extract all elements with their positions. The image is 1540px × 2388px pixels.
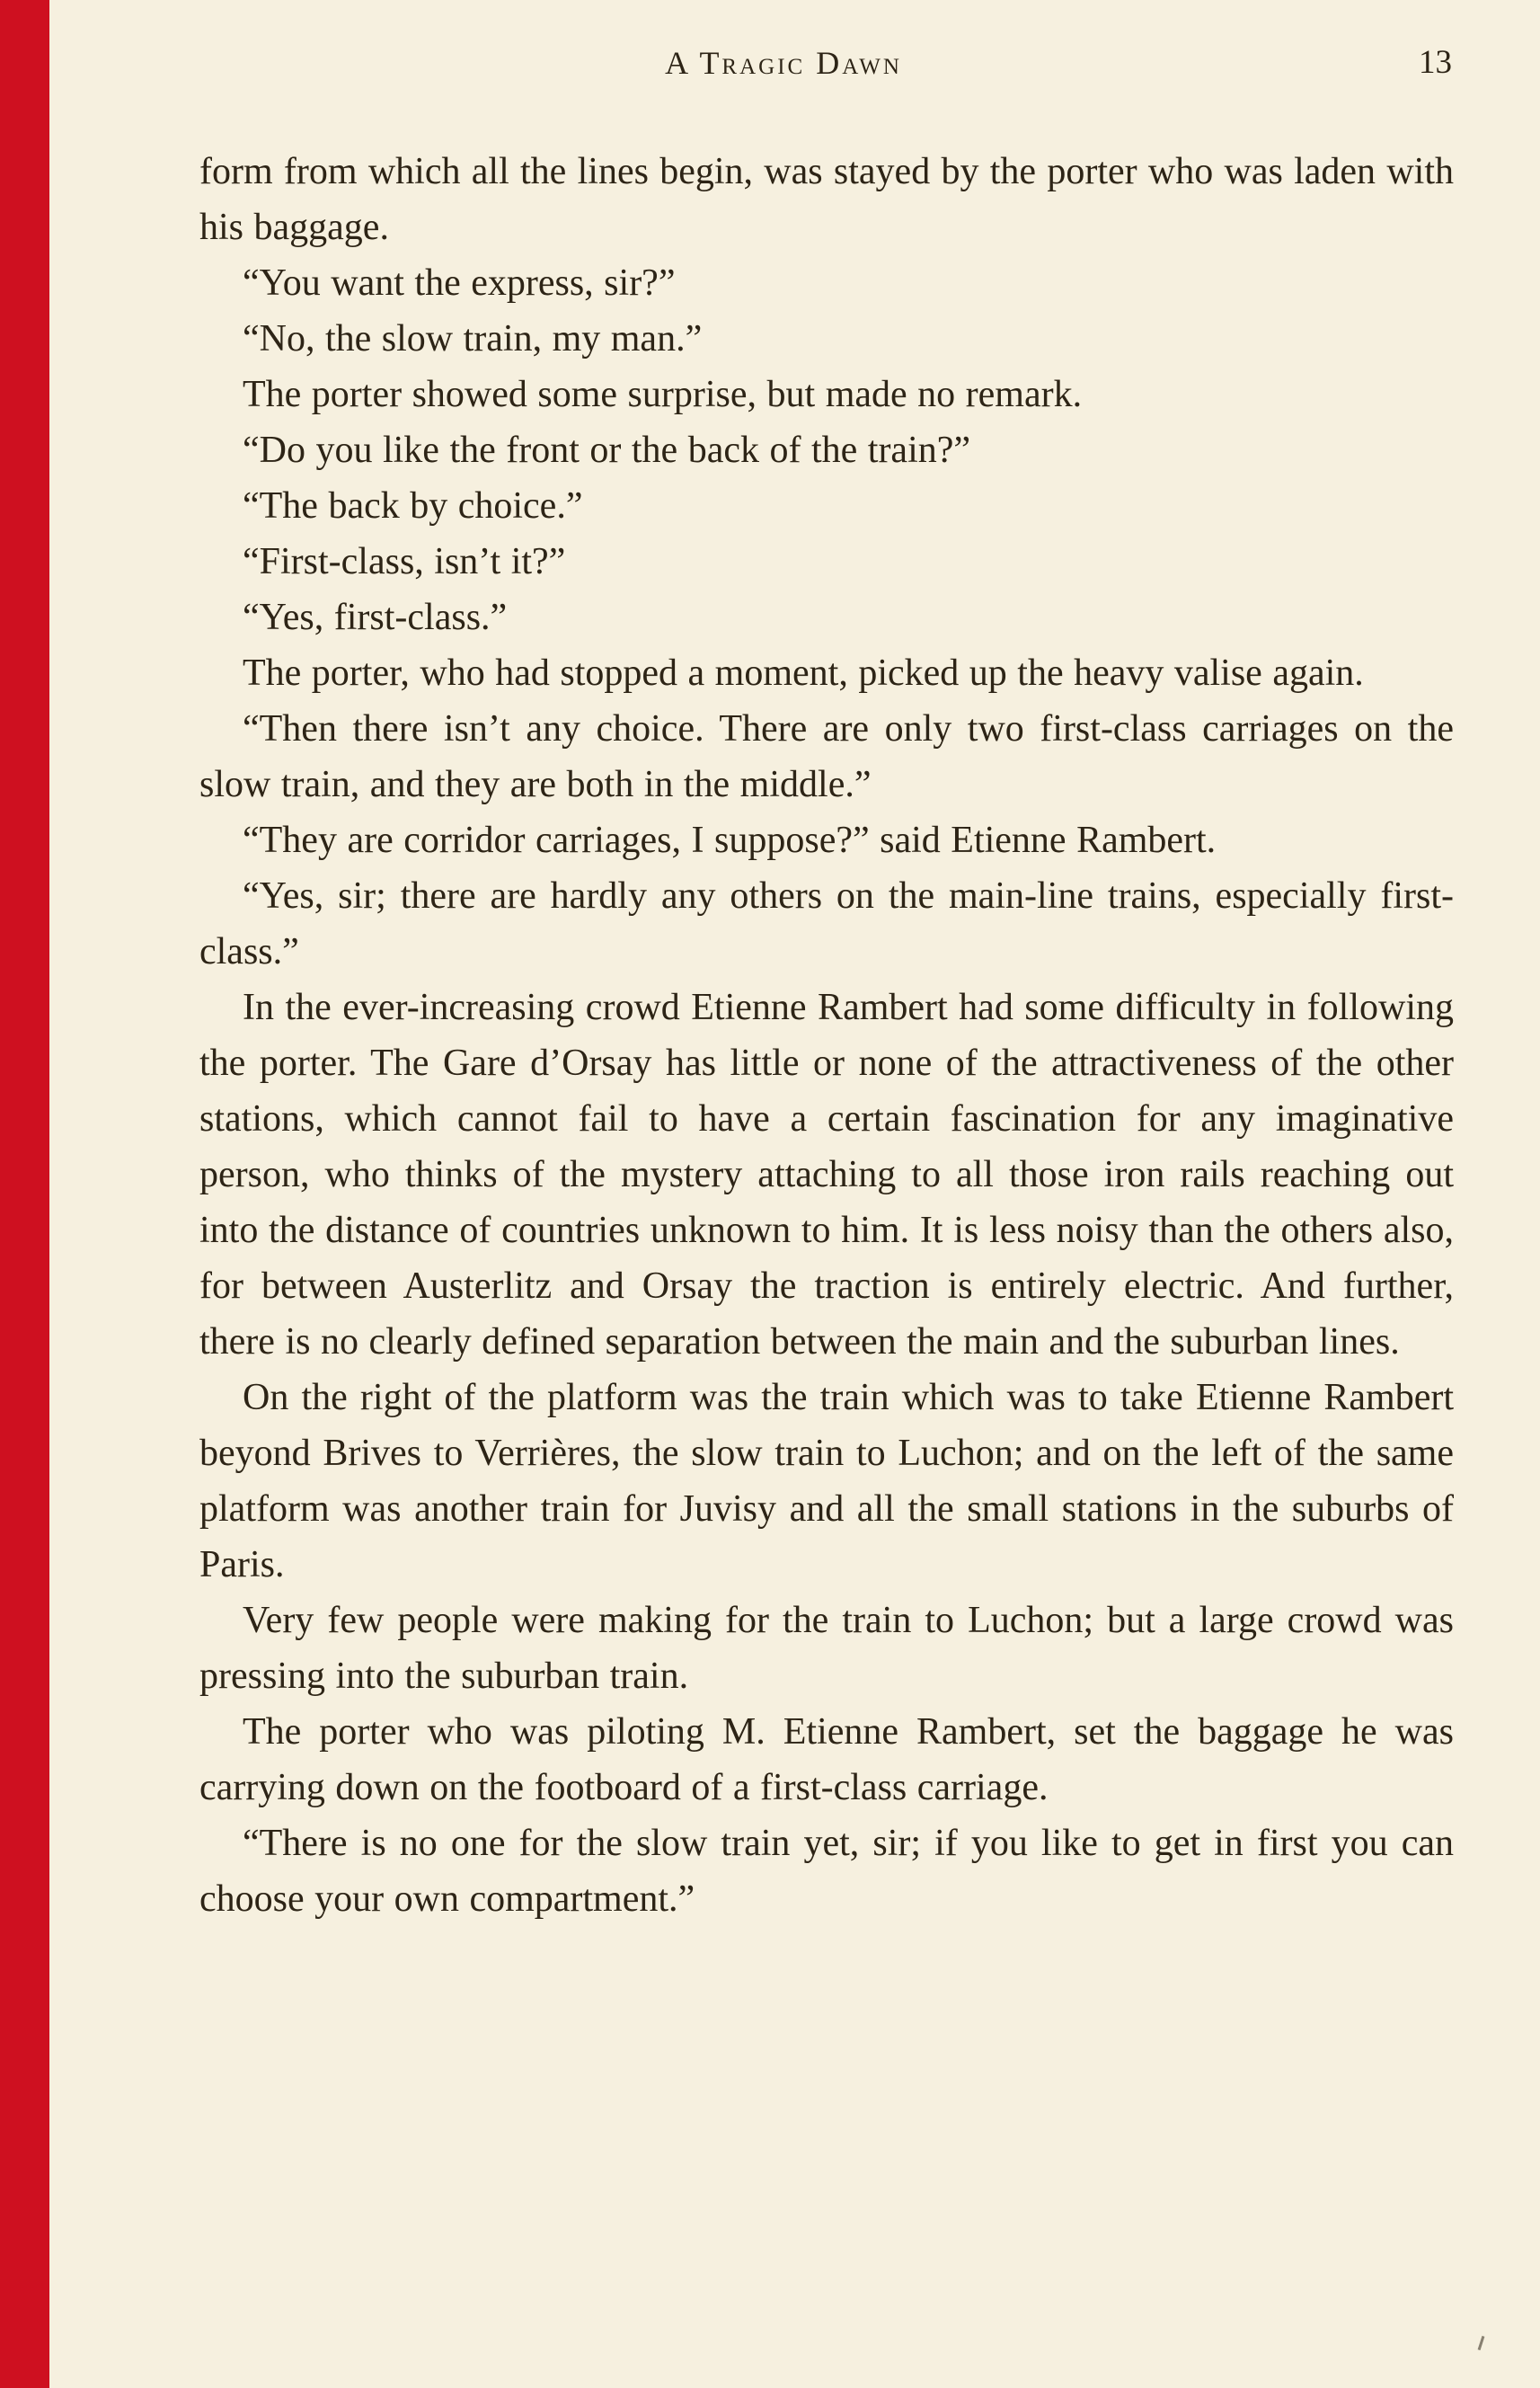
paragraph: “The back by choice.” [243,485,583,527]
page-number: 13 [1419,44,1452,81]
page-header [199,41,1454,95]
running-header-title: A Tragic Dawn [665,45,902,81]
paragraph: The porter showed some surprise, but made no remark. [243,374,1083,415]
paragraph: “Do you like the front or the back of the train?” [243,430,971,471]
paragraph: “No, the slow train, my man.” [243,318,703,360]
paragraph: “Yes, sir; there are hardly any others on the main-line trains, especially first-class.” [199,875,1454,972]
paragraph: “They are corridor carriages, I suppose?” said Etienne Rambert. [243,820,1217,861]
paragraph: “There is no one for the slow train yet, sir; if you like to get in first you can choose your own compartment.” [199,1823,1454,1920]
paragraph: On the right of the platform was the train which was to take Etienne Rambert beyond Brives to Verrières, the slow train to Luchon; and on the left of the same platform was another train for Juvisy and all the small stations in the suburbs of Paris. [199,1377,1454,1585]
paragraph: Very few people were making for the train to Luchon; but a large crowd was pressing into the suburban train. [199,1600,1454,1697]
paragraph: “You want the express, sir?” [243,262,676,304]
paragraph: form from which all the lines begin, was stayed by the porter who was laden with his baggage. [199,151,1454,248]
book-spine-red-stripe [0,0,49,2388]
paragraph: In the ever-increasing crowd Etienne Rambert had some difficulty in following the porter. The Gare d’Orsay has little or none of the attractiveness of the other stations, which cannot fail to have a certain fascination for any imaginative person, who thinks of the mystery attaching to all those iron rails reaching out into the distance of countries unknown to him. It is less noisy than the others also, for between Austerlitz and Orsay the traction is entirely electric. And further, there is no clearly defined separation between the main and the suburban lines. [199,987,1454,1363]
paragraph: “First-class, isn’t it?” [243,541,566,582]
paragraph: The porter who was piloting M. Etienne Rambert, set the baggage he was carrying down on the footboard of a first-class carriage. [199,1711,1454,1808]
paragraph: “Yes, first-class.” [243,597,508,638]
paragraph: “Then there isn’t any choice. There are only two first-class carriages on the slow train, and they are both in the middle.” [199,708,1454,805]
paragraph: The porter, who had stopped a moment, picked up the heavy valise again. [243,652,1364,694]
body-text-block [199,144,1454,1927]
scan-stray-mark [1478,2336,1485,2350]
